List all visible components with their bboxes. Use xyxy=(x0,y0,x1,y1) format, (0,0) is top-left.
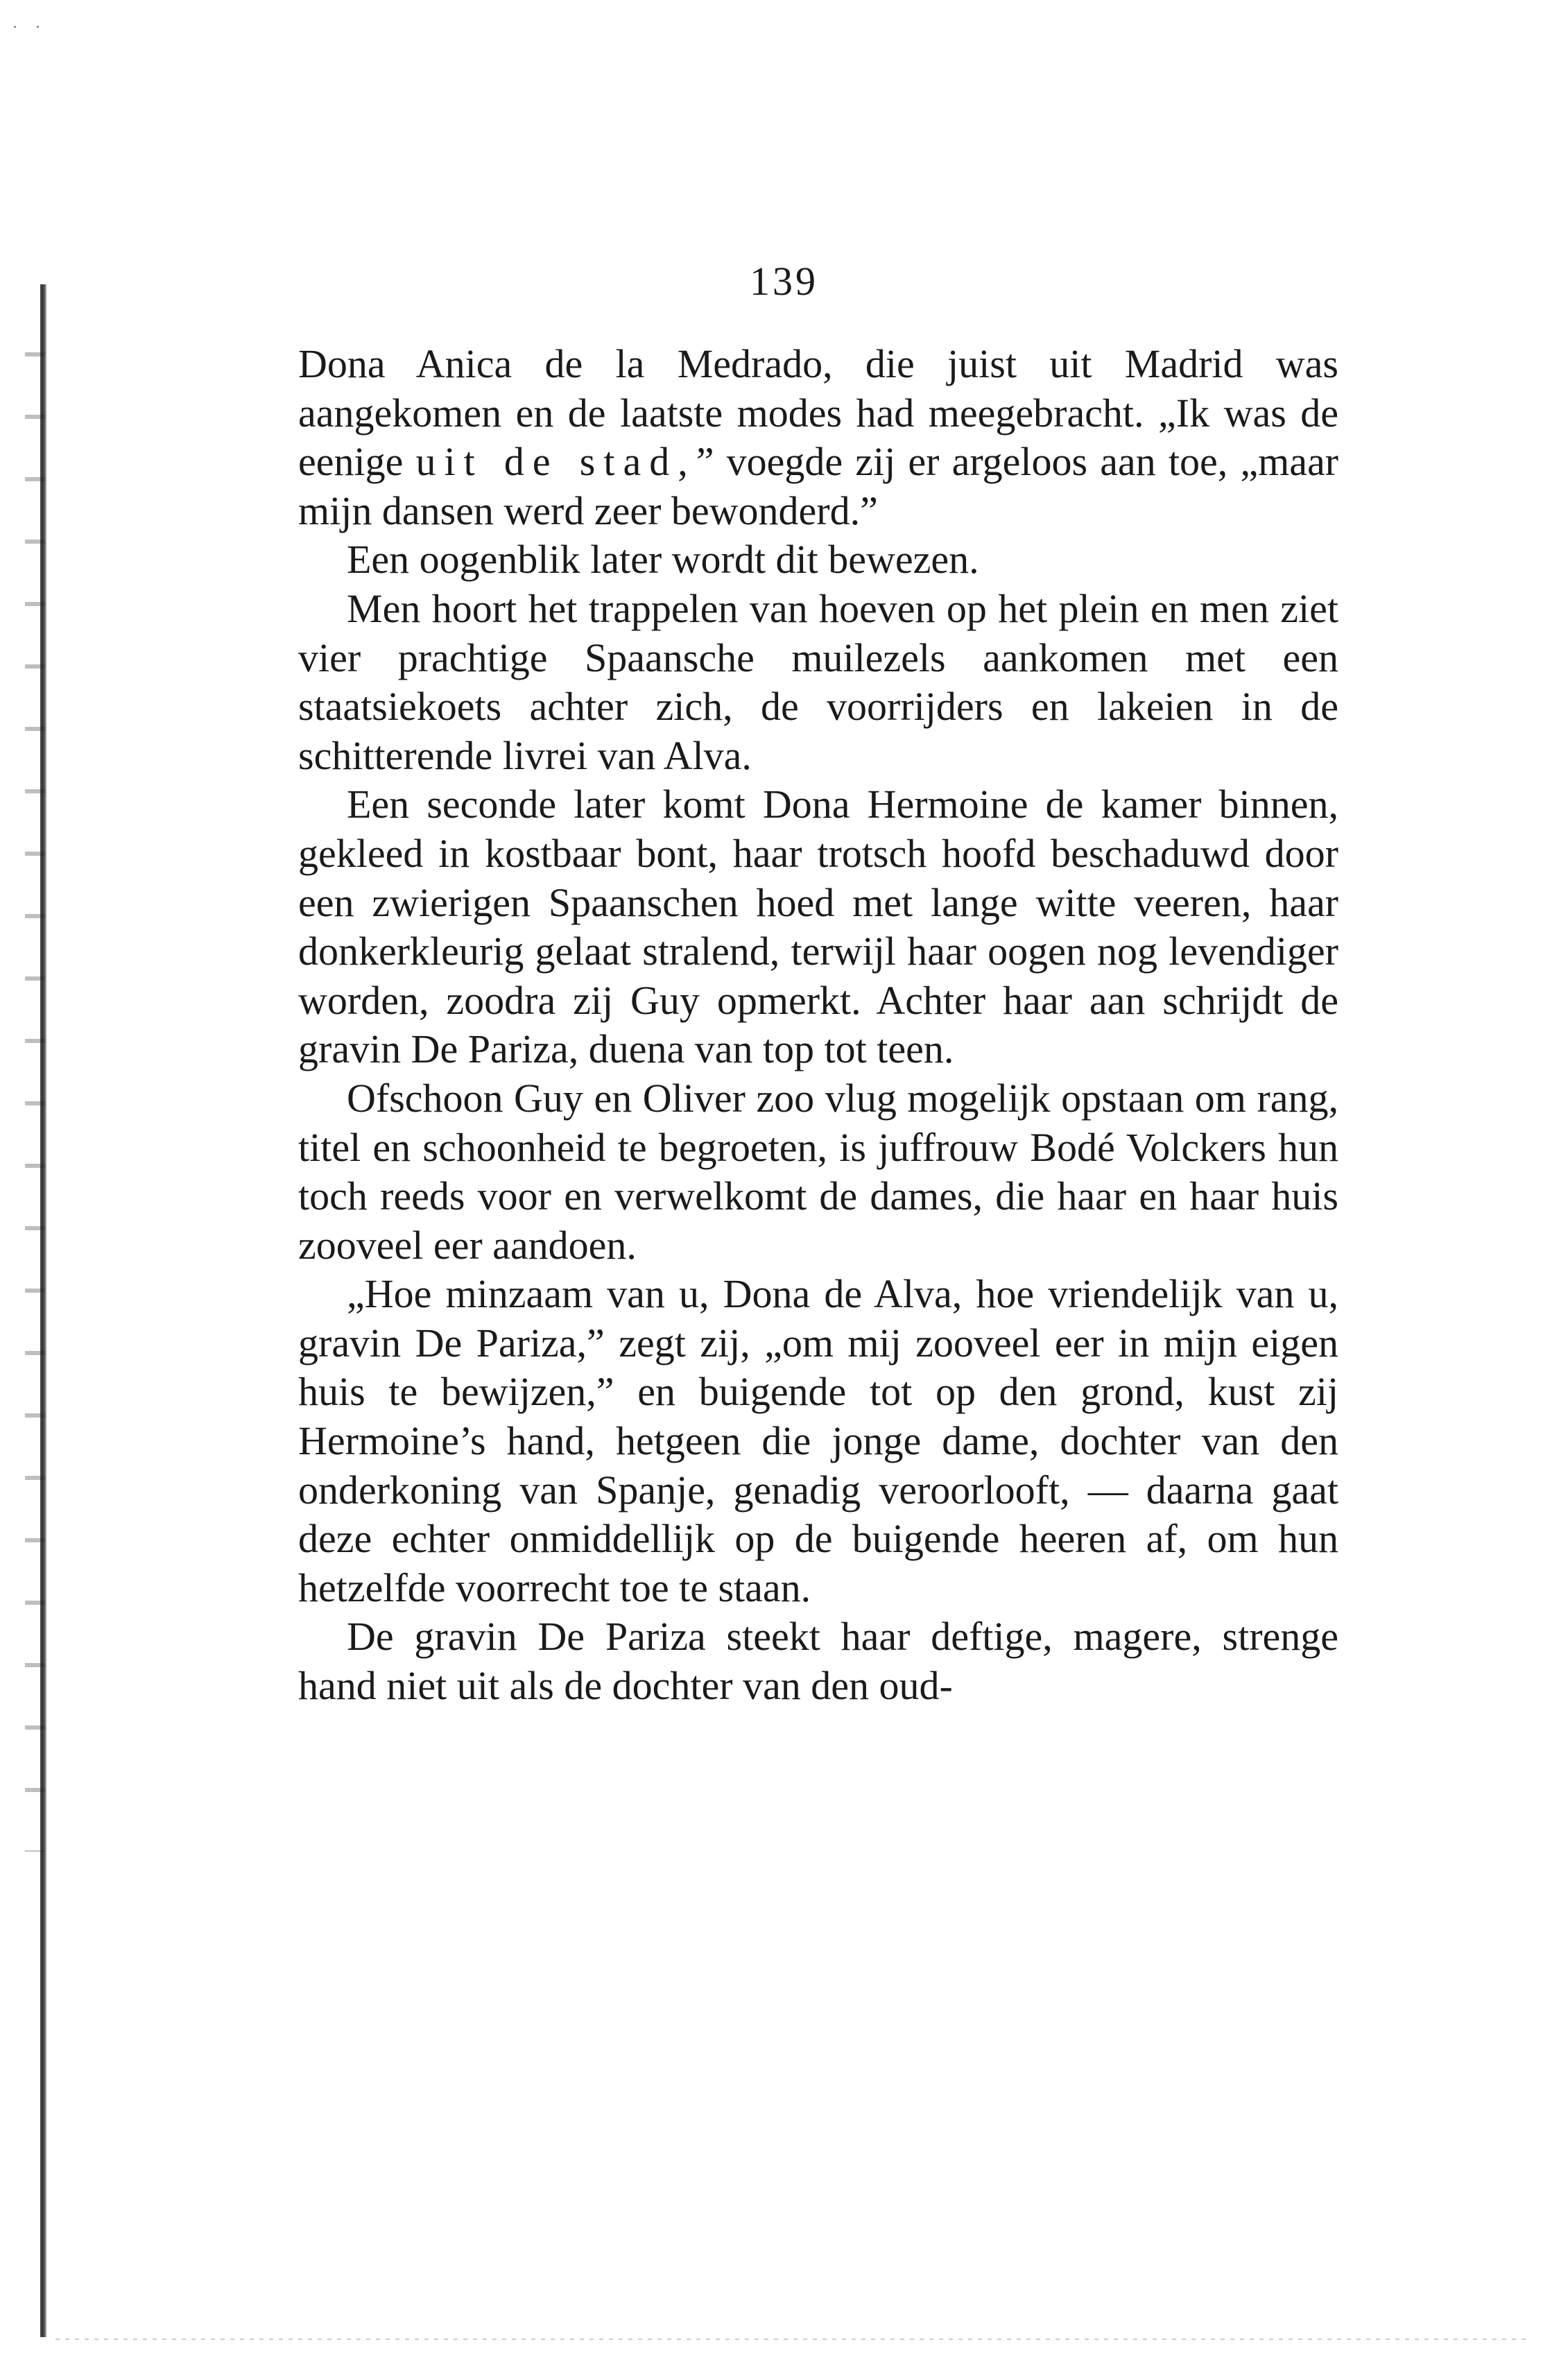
paragraph: Een oogenblik later wordt dit bewezen. xyxy=(347,537,979,583)
paragraph: De gravin De Pariza steekt haar deftige, magere, strenge hand niet uit als de dochter van den oud- xyxy=(298,1614,1338,1709)
paragraph-text: Dona Anica de la Medrado, die juist uit Madrid was aangekomen en de laatste modes had meegebracht. „Ik was de eenige xyxy=(298,341,1338,485)
paragraph: Men hoort het trappelen van hoeven op het plein en men ziet vier prachtige Spaansche muilezels aankomen met een staatsiekoets achter zich, de voorrijders en lakeien in de schitterende livrei van Alva. xyxy=(298,585,1338,778)
spaced-emphasis-text: uit de stad, xyxy=(415,439,696,485)
paragraph: Ofschoon Guy en Oliver zoo vlug mogelijk opstaan om rang, titel en schoonheid te begroeten, is juffrouw Bodé Volckers hun toch reeds voor en verwelkomt de dames, die haar en haar huis zooveel eer aandoen. xyxy=(298,1075,1338,1268)
scan-specks: · · xyxy=(12,18,48,35)
paragraph xyxy=(298,340,1338,535)
paragraph-text: ” voegde zij er argeloos aan toe, „maar mijn dansen werd zeer bewonderd.” xyxy=(298,439,1339,533)
paragraph: Een seconde later komt Dona Hermoine de kamer binnen, gekleed in kostbaar bont, haar trotsch hoofd beschaduwd door een zwierigen Spaanschen hoed met lange witte veeren, haar donkerkleurig gelaat stralend, terwijl haar oogen nog levendiger worden, zoodra zij Guy opmerkt. Achter haar aan schrijdt de gravin De Pariza, duena van top tot teen. xyxy=(298,782,1338,1072)
body-text xyxy=(298,340,1338,1711)
binding-edge xyxy=(40,284,47,2337)
scan-bottom-edge xyxy=(55,2339,1526,2340)
paragraph: „Hoe minzaam van u, Dona de Alva, hoe vriendelijk van u, gravin De Pariza,” zegt zij, „om mij zooveel eer in mijn eigen huis te bewijzen,” en buigende tot op den grond, kust zij Hermoine’s hand, hetgeen die jonge dame, dochter van den onderkoning van Spanje, genadig veroorlooft, — daarna gaat deze echter onmiddellijk op de buigende heeren af, om hun hetzelfde voorrecht toe te staan. xyxy=(298,1271,1338,1610)
page-number: 139 xyxy=(750,259,818,304)
